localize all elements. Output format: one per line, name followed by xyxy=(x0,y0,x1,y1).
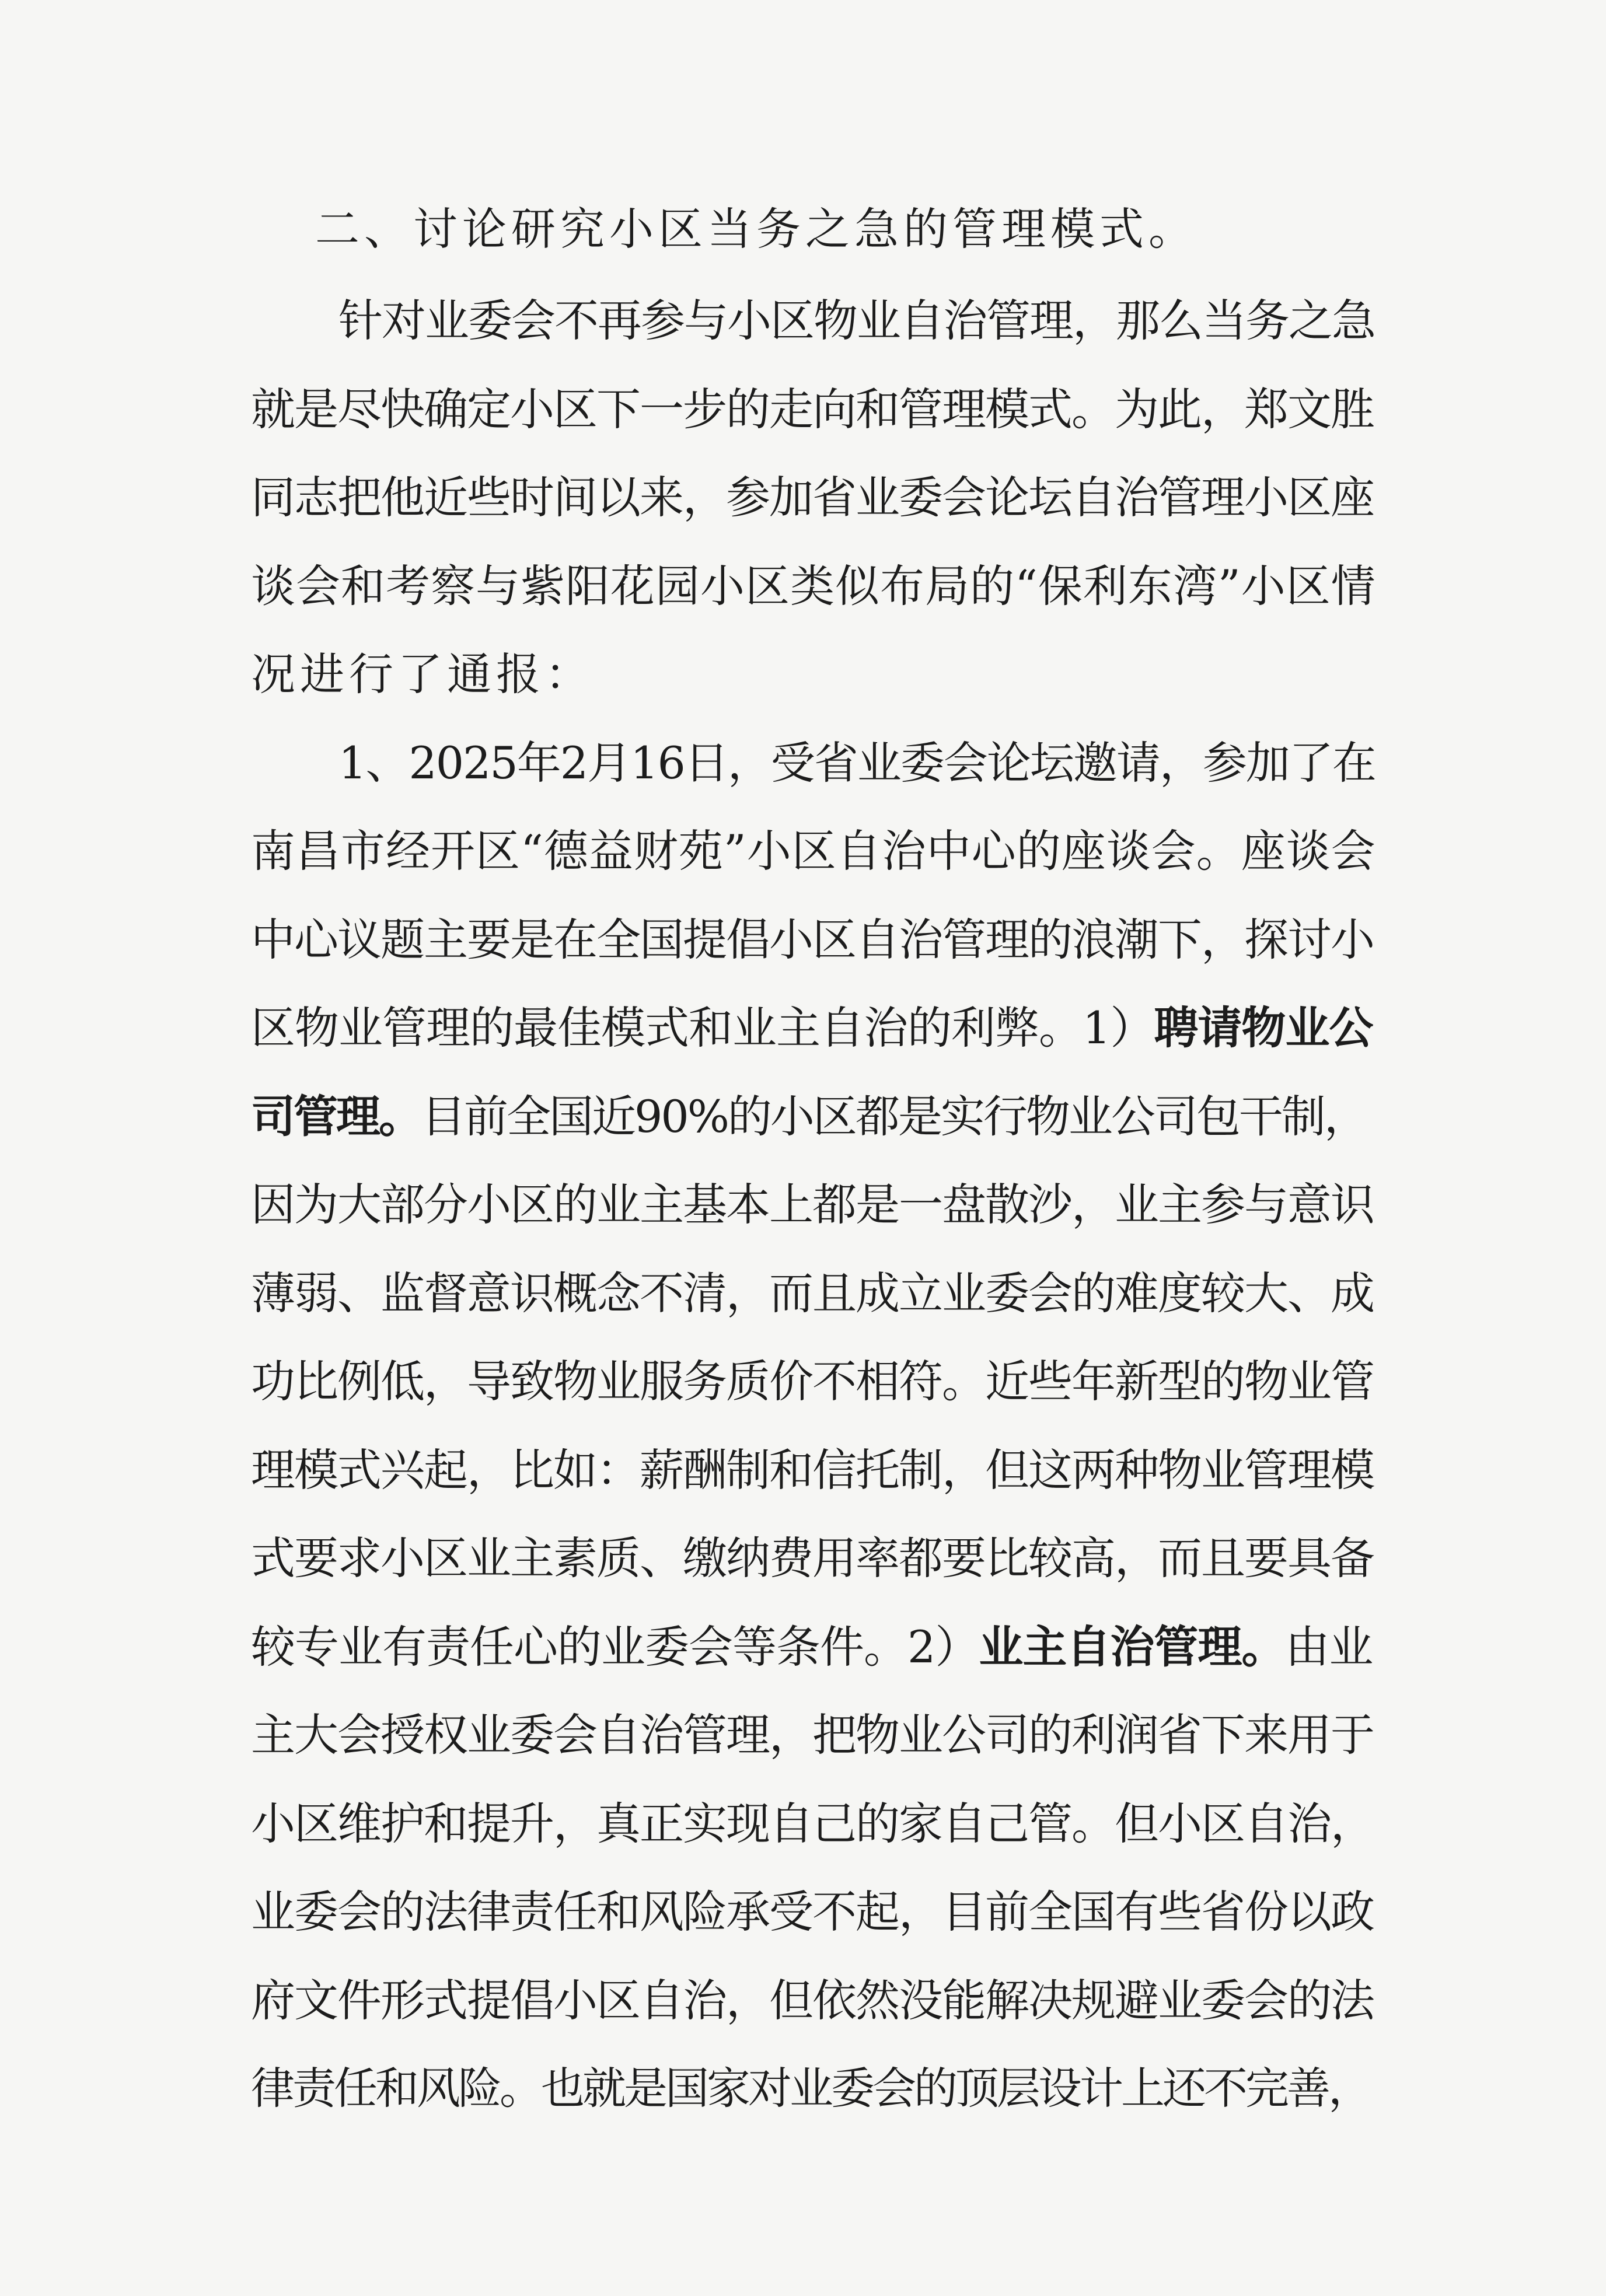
section-heading: 二、讨论研究小区当务之急的管理模式。 xyxy=(315,203,1197,255)
line-text: 由业 xyxy=(1285,1620,1373,1673)
paragraph-line: 因为大部分小区的业主基本上都是一盘散沙，业主参与意识 xyxy=(251,1179,1374,1231)
paragraph-line: 府文件形式提倡小区自治，但依然没能解决规避业委会的法 xyxy=(251,1974,1374,2026)
bold-term: 司管理。 xyxy=(251,1090,421,1142)
paragraph-line: 况进行了通报： xyxy=(251,648,594,700)
paragraph-line: 小区维护和提升，真正实现自己的家自己管。但小区自治， xyxy=(251,1797,1374,1850)
paragraph-line: 中心议题主要是在全国提倡小区自治管理的浪潮下，探讨小 xyxy=(251,913,1374,966)
bold-term: 业主自治管理。 xyxy=(979,1620,1286,1673)
paragraph-line: 律责任和风险。也就是国家对业委会的顶层设计上还不完善， xyxy=(251,2063,1370,2114)
paragraph-line: 薄弱、监督意识概念不清，而且成立业委会的难度较大、成 xyxy=(251,1267,1374,1319)
paragraph-line: 南昌市经开区“德益财苑”小区自治中心的座谈会。座谈会 xyxy=(251,825,1376,877)
paragraph-line xyxy=(251,984,1377,1072)
document-body xyxy=(251,182,1377,2133)
paragraph-line: 式要求小区业主素质、缴纳费用率都要比较高，而且要具备 xyxy=(251,1532,1374,1584)
line-text: 较专业有责任心的业委会等条件。2） xyxy=(251,1620,979,1673)
paragraph-line: 业委会的法律责任和风险承受不起，目前全国有些省份以政 xyxy=(251,1886,1374,1938)
paragraph-line: 就是尽快确定小区下一步的走向和管理模式。为此，郑文胜 xyxy=(251,383,1374,435)
line-text: 区物业管理的最佳模式和业主自治的利弊。1） xyxy=(251,1002,1154,1054)
paragraph-line xyxy=(251,1072,1377,1161)
bold-term: 聘请物业公 xyxy=(1154,1002,1373,1054)
paragraph-line: 理模式兴起，比如：薪酬制和信托制，但这两种物业管理模 xyxy=(251,1444,1374,1496)
paragraph-line: 同志把他近些时间以来，参加省业委会论坛自治管理小区座 xyxy=(251,471,1374,523)
paragraph-line: 主大会授权业委会自治管理，把物业公司的利润省下来用于 xyxy=(251,1709,1374,1761)
paragraph-line: 谈会和考察与紫阳花园小区类似布局的“保利东湾”小区情 xyxy=(251,560,1376,612)
paragraph-line: 1、2025年2月16日，受省业委会论坛邀请，参加了在 xyxy=(338,736,1375,789)
paragraph-line: 针对业委会不再参与小区物业自治管理，那么当务之急 xyxy=(338,295,1375,347)
paragraph-line: 功比例低，导致物业服务质价不相符。近些年新型的物业管 xyxy=(251,1355,1374,1407)
paragraph-line xyxy=(251,1603,1377,1692)
line-text: 目前全国近90%的小区都是实行物业公司包干制， xyxy=(421,1090,1367,1142)
